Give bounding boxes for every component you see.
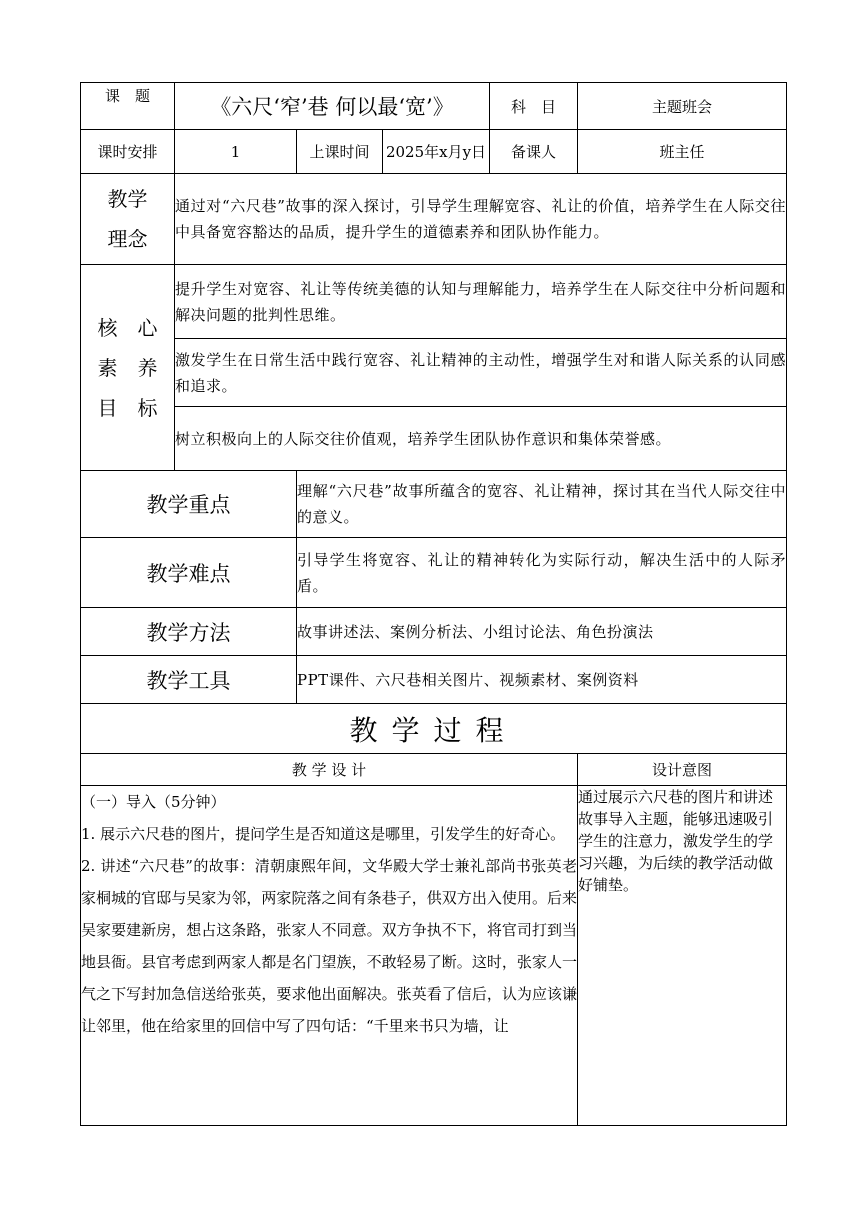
hours-value: 1 [175,130,297,174]
intent-text: 通过展示六尺巷的图片和讲述故事导入主题，能够迅速吸引学生的注意力，激发学生的学习兴趣，为后续的教学活动做好铺垫。 [578,786,787,1126]
topic-value: 《六尺‘窄’巷 何以最‘宽’》 [175,83,490,130]
concept-label [81,174,175,265]
design-content [81,786,578,1126]
core-goal-item-2: 激发学生在日常生活中践行宽容、礼让精神的主动性，增强学生对和谐人际关系的认同感和追求。 [175,339,787,407]
time-label: 上课时间 [297,130,383,174]
concept-label-line-2: 理念 [107,227,148,251]
design-step-1: 1. 展示六尺巷的图片，提问学生是否知道这是哪里，引发学生的好奇心。 [81,825,566,843]
core-goals-label-line-2: 素 养 [97,355,158,380]
tools-label: 教学工具 [81,656,297,704]
core-goals-label-line-1: 核 心 [97,315,158,340]
process-title: 教学过程 [81,704,787,754]
time-value: 2025年x月y日 [383,130,490,174]
key-points-label: 教学重点 [81,471,297,538]
lesson-plan-table [80,82,787,1126]
methods-label: 教学方法 [81,608,297,656]
concept-text: 通过对“六尺巷”故事的深入探讨，引导学生理解宽容、礼让的价值，培养学生在人际交往中具备宽容豁达的品质，提升学生的道德素养和团队协作能力。 [175,174,787,265]
core-goals-label [81,265,175,471]
hours-label: 课时安排 [81,130,175,174]
tools-text: PPT课件、六尺巷相关图片、视频素材、案例资料 [297,656,787,704]
preparer-label: 备课人 [490,130,578,174]
key-points-text: 理解“六尺巷”故事所蕴含的宽容、礼让精神，探讨其在当代人际交往中的意义。 [297,471,787,538]
core-goals-label-line-3: 目 标 [97,395,158,420]
design-header: 教 学 设 计 [81,754,578,786]
core-goal-item-1: 提升学生对宽容、礼让等传统美德的认知与理解能力，培养学生在人际交往中分析问题和解决问题的批判性思维。 [175,265,787,339]
intent-header: 设计意图 [578,754,787,786]
core-goal-item-3: 树立积极向上的人际交往价值观，培养学生团队协作意识和集体荣誉感。 [175,407,787,471]
difficulties-label: 教学难点 [81,538,297,608]
methods-text: 故事讲述法、案例分析法、小组讨论法、角色扮演法 [297,608,787,656]
subject-label: 科 目 [490,83,578,130]
design-step-2: 2. 讲述“六尺巷”的故事：清朝康熙年间，文华殿大学士兼礼部尚书张英老家桐城的官邸与吴家为邻，两家院落之间有条巷子，供双方出入使用。后来吴家要建新房，想占这条路，张家人不同意。双方争执不下，将官司打到当地县衙。县官考虑到两家人都是名门望族，不敢轻易了断。这时，张家人一气之下写封加急信送给张英，要求他出面解决。张英看了信后，认为应该谦让邻里，他在给家里的回信中写了四句话：“千里来书只为墙，让 [81,857,578,1035]
difficulties-text: 引导学生将宽容、礼让的精神转化为实际行动，解决生活中的人际矛盾。 [297,538,787,608]
subject-value: 主题班会 [578,83,787,130]
section-title: （一）导入（5分钟） [81,793,226,811]
concept-label-line-1: 教学 [107,187,148,211]
preparer-value: 班主任 [578,130,787,174]
topic-label: 课 题 [81,83,175,130]
